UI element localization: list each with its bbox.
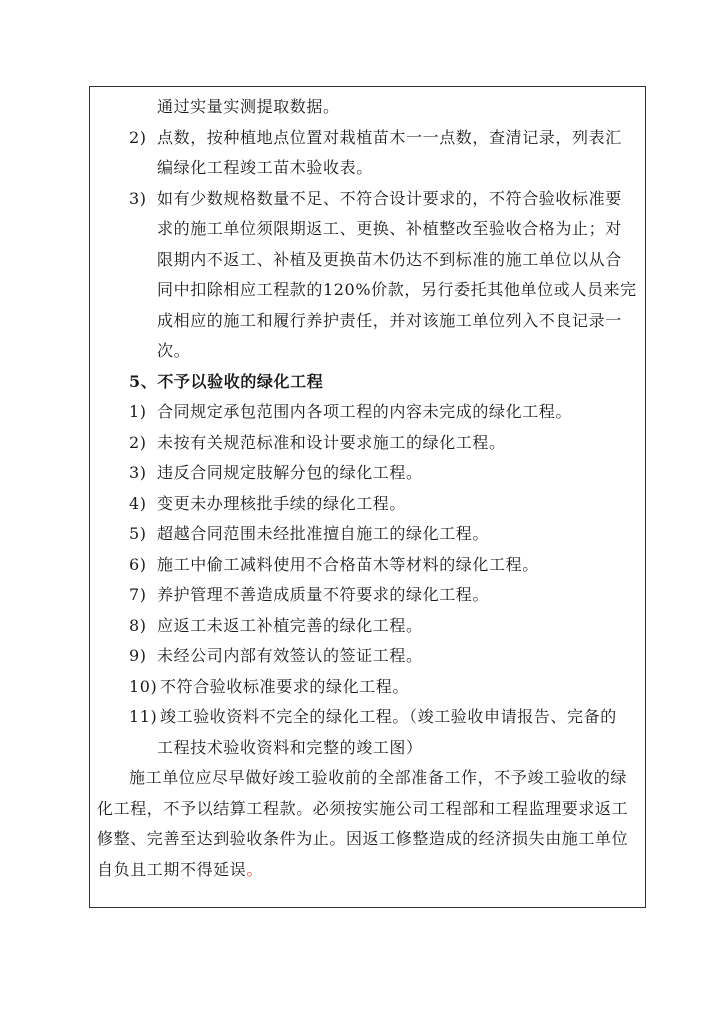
- list-item-text: 未按有关规范标准和设计要求施工的绿化工程。: [157, 433, 506, 452]
- list-item-text: 如有少数规格数量不足、不符合设计要求的，不符合验收标准要: [157, 189, 622, 208]
- list-item-text: 工程技术验收资料和完整的竣工图）: [157, 738, 423, 757]
- list-item-text: 成相应的施工和履行养护责任，并对该施工单位列入不良记录一: [157, 311, 622, 330]
- list-item-text: 养护管理不善造成质量不符要求的绿化工程。: [157, 585, 490, 604]
- closing-paragraph-line: 化工程，不予以结算工程款。必须按实施公司工程部和工程监理要求返工: [97, 799, 629, 818]
- list-item-text: 违反合同规定肢解分包的绿化工程。: [157, 463, 423, 482]
- list-item-text: 未经公司内部有效签认的签证工程。: [157, 646, 423, 665]
- list-item-text: 编绿化工程竣工苗木验收表。: [157, 158, 373, 177]
- list-item-text: 同中扣除相应工程款的120%价款，另行委托其他单位或人员来完: [157, 280, 637, 299]
- list-item-number: 3): [129, 463, 147, 482]
- list-item-number: 3): [129, 189, 147, 208]
- list-item-number: 11): [129, 707, 158, 726]
- list-item-text: 点数，按种植地点位置对栽植苗木一一点数，查清记录，列表汇: [157, 128, 622, 147]
- list-item-text: 求的施工单位须限期返工、更换、补植整改至验收合格为止；对: [157, 219, 622, 238]
- list-item-number: 10): [129, 677, 158, 696]
- list-item-text: 竣工验收资料不完全的绿化工程。（竣工验收申请报告、完备的: [160, 707, 617, 726]
- list-item-text: 施工中偷工减料使用不合格苗木等材料的绿化工程。: [157, 555, 539, 574]
- list-item-number: 5): [129, 524, 147, 543]
- list-item-text: 不符合验收标准要求的绿化工程。: [160, 677, 410, 696]
- list-item-number: 4): [129, 494, 147, 513]
- list-item-number: 2): [129, 433, 147, 452]
- closing-last-text: 自负且工期不得延误: [97, 860, 247, 879]
- list-item-text: 应返工未返工补植完善的绿化工程。: [157, 616, 423, 635]
- list-item-number: 9): [129, 646, 147, 665]
- section-heading: 5、不予以验收的绿化工程: [129, 372, 324, 391]
- list-item-number: 2): [129, 128, 147, 147]
- list-item-text: 超越合同范围未经批准擅自施工的绿化工程。: [157, 524, 490, 543]
- list-item-number: 6): [129, 555, 147, 574]
- closing-red-mark: 。: [246, 860, 264, 879]
- list-item-number: 1): [129, 402, 147, 421]
- paragraph-line: 通过实量实测提取数据。: [157, 97, 340, 116]
- closing-paragraph-line: [97, 860, 263, 880]
- list-item-text: 合同规定承包范围内各项工程的内容未完成的绿化工程。: [157, 402, 573, 421]
- list-item-number: 8): [129, 616, 147, 635]
- closing-paragraph-line: 施工单位应尽早做好竣工验收前的全部准备工作，不予竣工验收的绿: [129, 768, 628, 787]
- closing-paragraph-line: 修整、完善至达到验收条件为止。因返工修整造成的经济损失由施工单位: [97, 829, 629, 848]
- list-item-number: 7): [129, 585, 147, 604]
- list-item-text: 限期内不返工、补植及更换苗木仍达不到标准的施工单位以从合: [157, 250, 622, 269]
- list-item-text: 变更未办理核批手续的绿化工程。: [157, 494, 407, 513]
- list-item-text: 次。: [157, 341, 191, 360]
